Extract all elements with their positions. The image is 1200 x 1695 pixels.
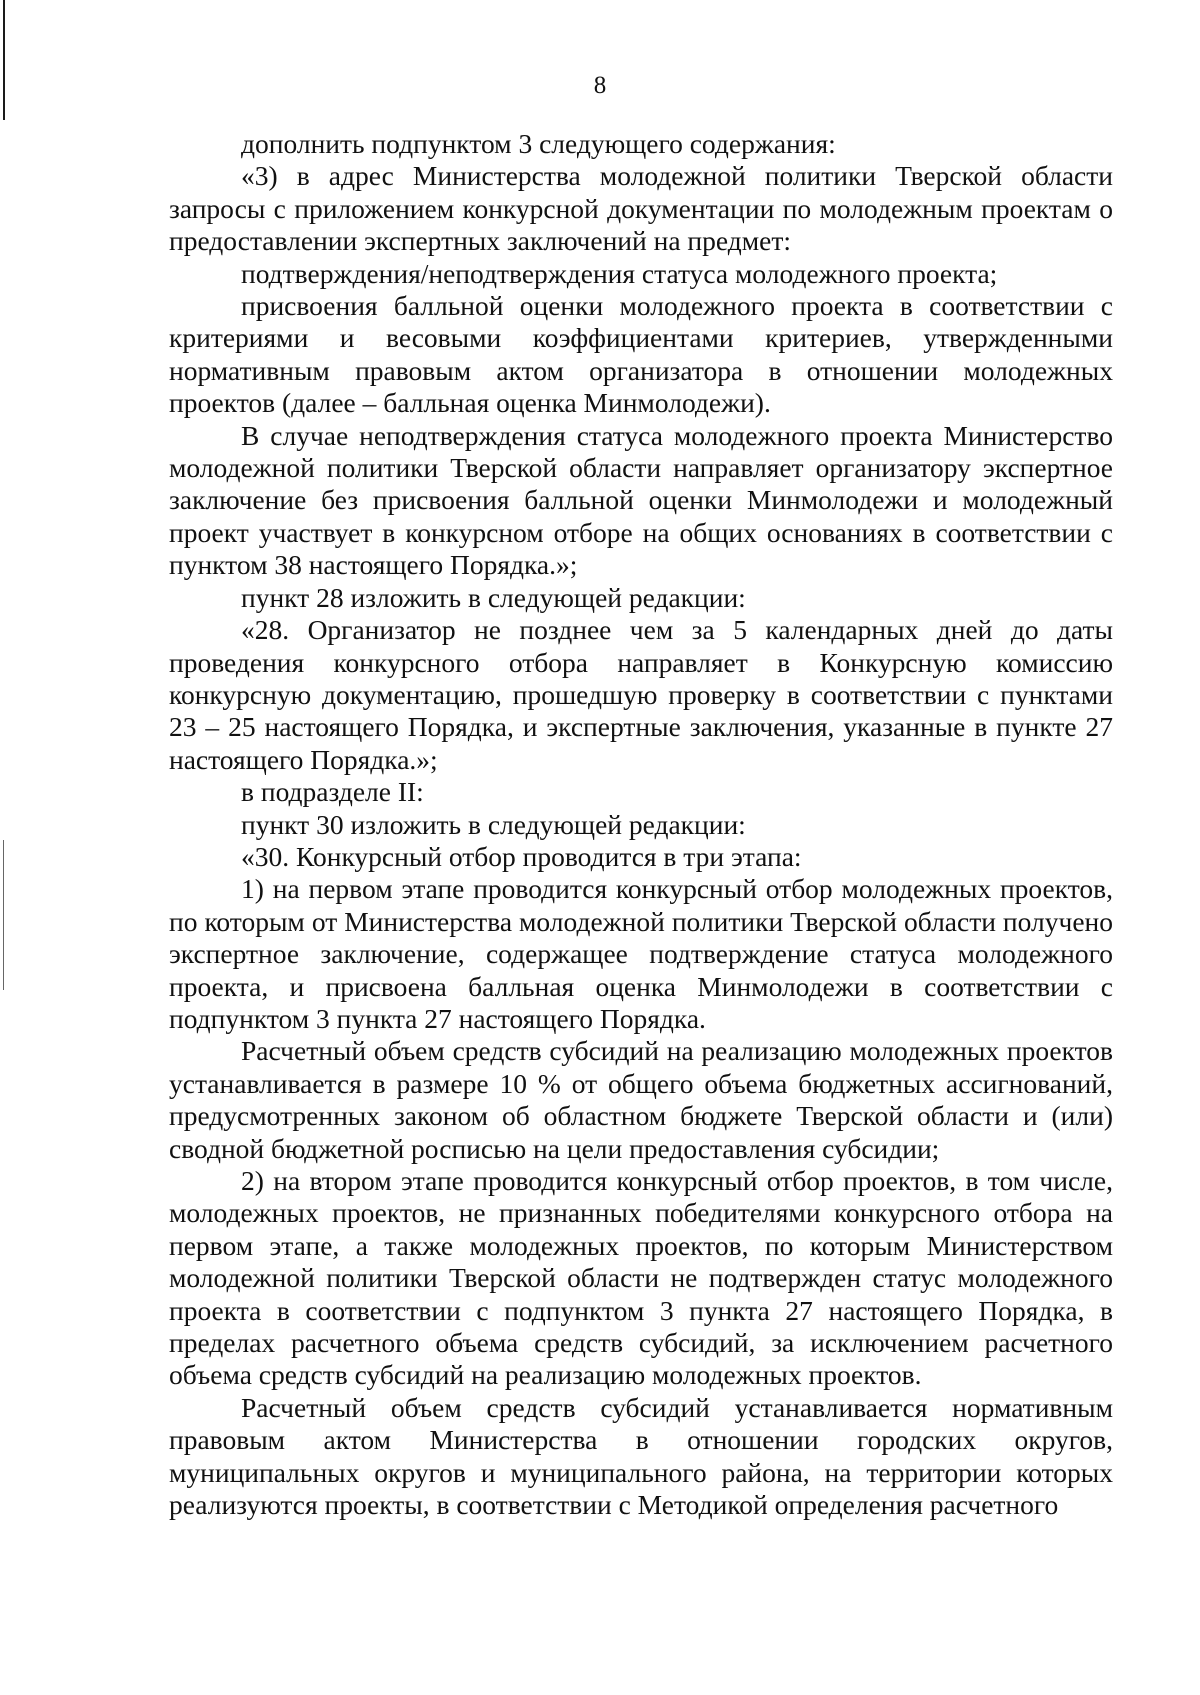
- scan-edge-line: [3, 840, 4, 990]
- paragraph: «28. Организатор не позднее чем за 5 календарных дней до даты проведения конкурсного отбора направляет в Конкурсную комиссию конкурсную документацию, прошедшую проверку в соответствии с пунктами 23 – 25 настоящего Порядка, и экспертные заключения, указанные в пункте 27 настоящего Порядка.»;: [169, 614, 1113, 775]
- paragraph: 1) на первом этапе проводится конкурсный отбор молодежных проектов, по которым от Министерства молодежной политики Тверской области получено экспертное заключение, содержащее подтверждение статуса молодежного проекта, и присвоена балльная оценка Минмолодежи в соответствии с подпунктом 3 пункта 27 настоящего Порядка.: [169, 873, 1113, 1034]
- paragraph: подтверждения/неподтверждения статуса молодежного проекта;: [241, 257, 998, 289]
- paragraph: пункт 28 изложить в следующей редакции:: [241, 581, 746, 613]
- document-body: [169, 128, 1113, 1521]
- paragraph: Расчетный объем средств субсидий на реализацию молодежных проектов устанавливается в размере 10 % от общего объема бюджетных ассигнований, предусмотренных законом об областном бюджете Тверской области и (или) сводной бюджетной росписью на цели предоставления субсидии;: [169, 1035, 1113, 1164]
- paragraph: 2) на втором этапе проводится конкурсный отбор проектов, в том числе, молодежных проектов, не признанных победителями конкурсного отбора на первом этапе, а также молодежных проектов, по которым Министерством молодежной политики Тверской области не подтвержден статус молодежного проекта в соответствии с подпунктом 3 пункта 27 настоящего Порядка, в пределах расчетного объема средств субсидий, за исключением расчетного объема средств субсидий на реализацию молодежных проектов.: [169, 1165, 1113, 1391]
- paragraph: В случае неподтверждения статуса молодежного проекта Министерство молодежной политики Тверской области направляет организатору экспертное заключение без присвоения балльной оценки Минмолодежи и молодежный проект участвует в конкурсном отборе на общих основаниях в соответствии с пунктом 38 настоящего Порядка.»;: [169, 419, 1113, 581]
- paragraph: дополнить подпунктом 3 следующего содержания:: [241, 128, 836, 159]
- paragraph: Расчетный объем средств субсидий устанавливается нормативным правовым актом Министерства в отношении городских округов, муниципальных округов и муниципального района, на территории которых реализуются проекты, в соответствии с Методикой определения расчетного: [169, 1391, 1113, 1521]
- paragraph: «3) в адрес Министерства молодежной политики Тверской области запросы с приложением конкурсной документации по молодежным проектам о предоставлении экспертных заключений на предмет:: [169, 160, 1113, 257]
- paragraph: в подразделе II:: [241, 776, 424, 808]
- paragraph: «30. Конкурсный отбор проводится в три этапа:: [241, 840, 802, 872]
- paragraph: присвоения балльной оценки молодежного проекта в соответствии с критериями и весовыми коэффициентами критериев, утвержденными нормативным правовым актом организатора в отношении молодежных проектов (далее – балльная оценка Минмолодежи).: [169, 290, 1113, 419]
- page-number: 8: [593, 72, 607, 99]
- scan-edge-line: [3, 0, 5, 120]
- paragraph: пункт 30 изложить в следующей редакции:: [241, 808, 746, 840]
